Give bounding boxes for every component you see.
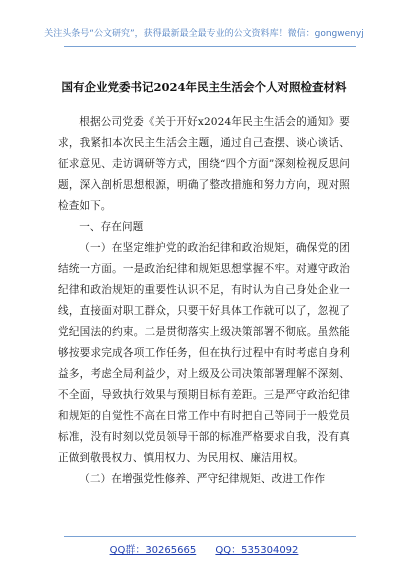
paragraph-intro: 根据公司党委《关于开好x2024年民主生活会的通知》要求，我紧扣本次民主生活会主题，通过自己查摆、谈心谈话、征求意见、走访调研等方式，围绕“四个方面”深刻检视反思问题，深入剖析思想根源，明确了整改措施和努力方向，现对照检查如下。 [58,116,350,212]
footer-divider [64,536,356,537]
paragraph-section-2: （二）在增强党性修养、严守纪律规矩、改进工作作 [79,473,326,485]
section-heading: 一、存在问题 [79,221,144,233]
qq-contact-link[interactable]: QQ：535304092 [215,545,299,556]
document-body [58,112,350,490]
document-title: 国有企业党委书记2024年民主生活会个人对照检查材料 [61,80,347,94]
qq-group-link[interactable]: QQ群：30265665 [109,545,197,556]
header-note: 关注头条号“公文研究”，获得最新最全最专业的公文资料库！微信：gongwenyj [44,29,364,39]
header-divider [64,46,356,47]
paragraph-section-1: （一）在坚定维护党的政治纪律和政治规矩，确保党的团结统一方面。一是政治纪律和规矩思想掌握不牢。对遵守政治纪律和政治规矩的重要性认识不足，有时认为自己身处企业一线，直接面对职工群众，只要干好具体工作就可以了，忽视了党纪国法的约束。二是贯彻落实上级决策部署不彻底。虽然能够按要求完成各项工作任务，但在执行过程中有时考虑自身利益多，考虑全局利益少，对上级及公司决策部署理解不深刻、不全面，导致执行效果与预期目标有差距。三是严守政治纪律和规矩的自觉性不高在日常工作中有时把自己等同于一般党员标准，没有时刻以党员领导干部的标准严格要求自我，没有真正做到敬畏权力、慎用权力、为民用权、廉洁用权。 [58,242,350,464]
footer [0,541,408,556]
